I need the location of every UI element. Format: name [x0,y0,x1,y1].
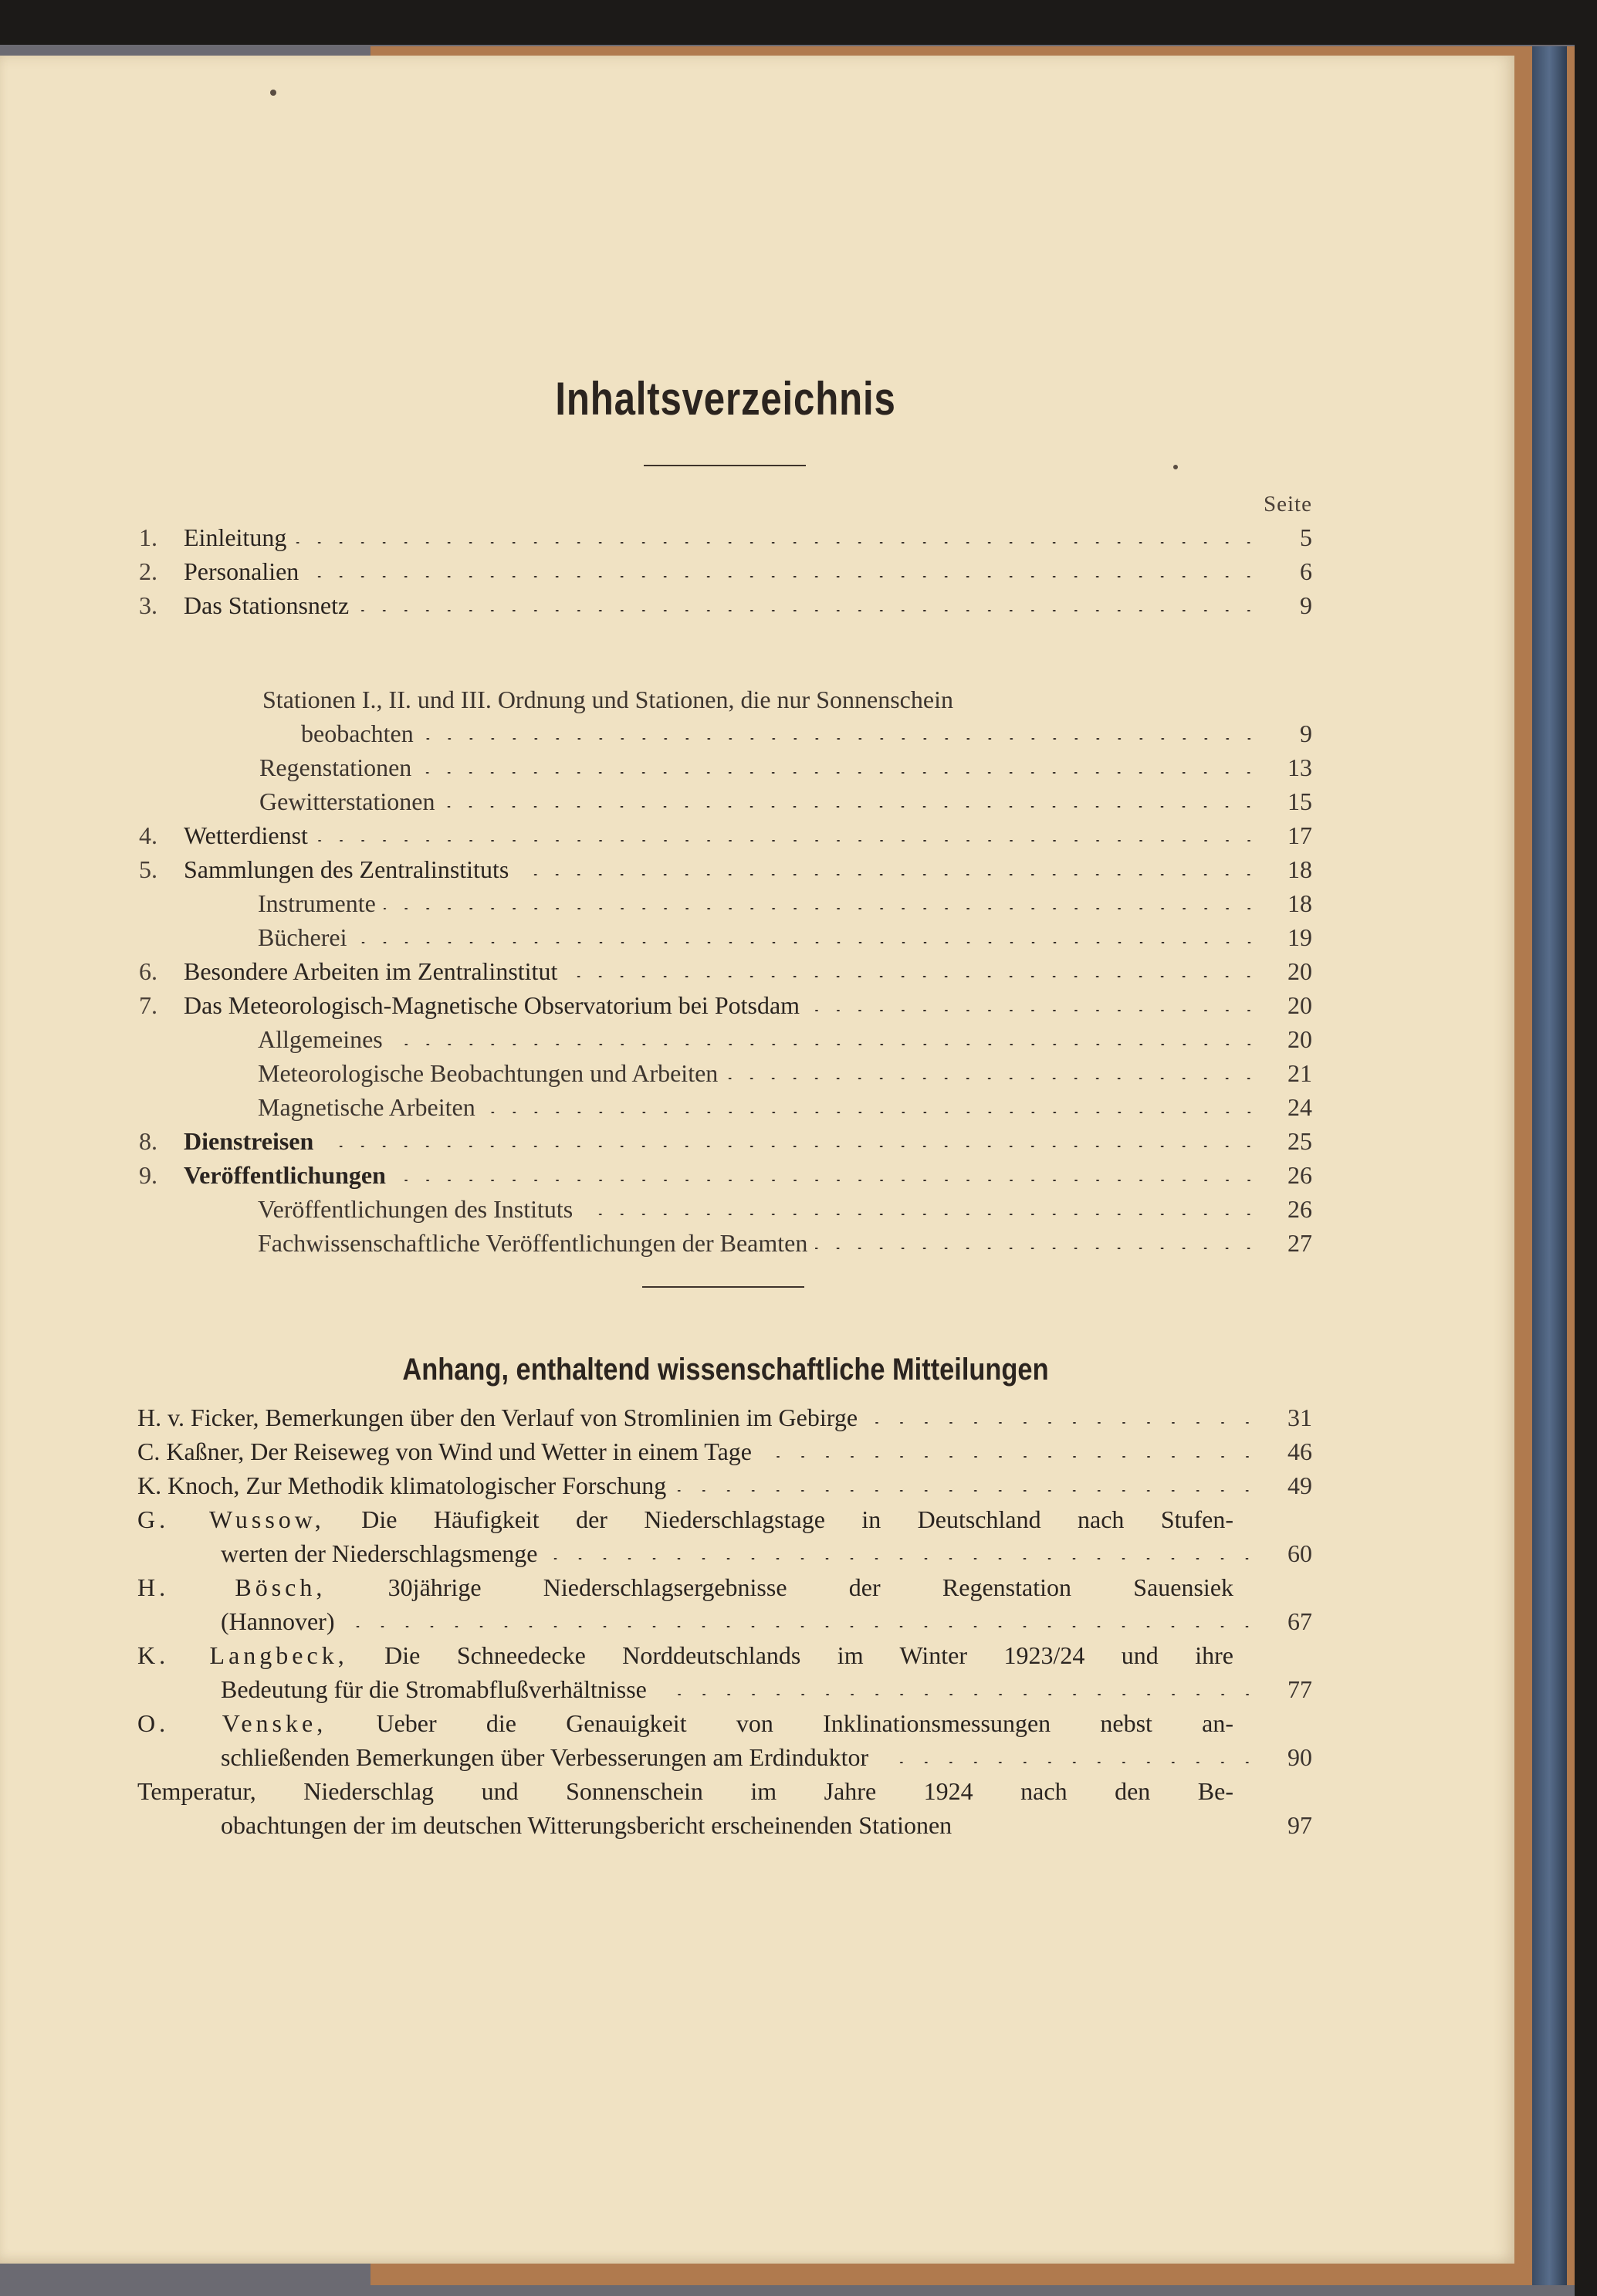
annex-title-text-line2: schließenden Bemerkungen über Verbesserungen am Erdinduktor [221,1743,869,1771]
toc-entry[interactable] [139,556,1312,587]
toc-entry-number: 1. [139,523,157,551]
toc-subentry[interactable] [258,1092,1312,1123]
toc-entry-number: 7. [139,991,157,1019]
leader-dots [548,1558,1260,1559]
toc-entry-page: 21 [1287,1059,1312,1087]
annex-entry-line1 [137,1706,1233,1740]
leader-dots [306,576,1260,577]
leader-dots [391,1044,1260,1045]
toc-subentry-title-line2: beobachten [301,720,414,747]
leader-dots [394,1180,1260,1181]
toc-entry[interactable] [139,990,1312,1021]
toc-entry-number: 4. [139,821,157,849]
annex-entry[interactable] [137,1468,1312,1502]
annex-entry-page: 97 [1287,1811,1312,1839]
toc-entry-page: 20 [1287,1025,1312,1053]
annex-author: C. Kaßner, [137,1438,245,1465]
paper-speck [1173,465,1178,469]
leader-dots [321,1146,1260,1147]
toc-entry-page: 9 [1300,720,1312,747]
toc-entry-title: Einleitung [184,523,287,551]
annex-title-text: 30jährige Niederschlagsergebnisse der Regenstation Sauensiek [387,1573,1234,1601]
leader-dots [677,1490,1260,1492]
annex-entry-page: 46 [1287,1438,1312,1465]
leader-dots [442,806,1260,808]
paper-speck [270,90,276,96]
toc-entry[interactable] [139,1126,1312,1156]
leader-dots [565,976,1260,977]
leader-dots [345,1626,1260,1627]
annex-entry[interactable] [137,1434,1312,1468]
toc-subentry[interactable] [301,718,1312,749]
toc-entry-page: 9 [1300,591,1312,619]
annex-author: K. Langbeck, [137,1641,348,1669]
annex-title-text-line2: obachtungen der im deutschen Witterungsbericht erscheinenden Stationen [221,1811,952,1839]
toc-subentry[interactable] [259,752,1312,783]
toc-entry-page: 18 [1287,855,1312,883]
toc-entry-title: Dienstreisen [184,1127,314,1155]
book-page [0,56,1514,2264]
annex-author: G. Wussow, [137,1505,325,1533]
leader-dots [355,942,1260,943]
annex-entry-page: 77 [1287,1675,1312,1703]
leader-dots [580,1214,1260,1215]
annex-title-text: Die Schneedecke Norddeutschlands im Winter 1923/24 und ihre [384,1641,1234,1669]
annex-author: H. Bösch, [137,1573,327,1601]
leader-dots [483,1112,1260,1113]
toc-entry-page: 24 [1287,1093,1312,1121]
toc-entry-page: 6 [1300,557,1312,585]
annex-entry[interactable] [221,1536,1312,1570]
toc-entry[interactable] [139,590,1312,621]
toc-entry-page: 26 [1287,1195,1312,1223]
annex-entry-page: 60 [1287,1539,1312,1567]
annex-title: Anhang, enthaltend wissenschaftliche Mitteilungen [402,1353,1049,1387]
toc-subentry[interactable] [258,1024,1312,1055]
toc-entry-title: Besondere Arbeiten im Zentralinstitut [184,957,558,985]
toc-entry-number: 6. [139,957,157,985]
annex-entry-line1 [137,1502,1233,1536]
toc-subentry-title: Meteorologische Beobachtungen und Arbeiten [258,1059,719,1087]
leader-dots [384,908,1260,909]
annex-author: H. v. Ficker, [137,1404,259,1431]
toc-entry[interactable] [139,956,1312,987]
annex-title-text: Zur Methodik klimatologischer Forschung [245,1471,667,1499]
toc-entry-page: 19 [1287,923,1312,951]
leader-dots [419,772,1260,774]
annex-entry[interactable] [221,1604,1312,1638]
toc-subentry[interactable] [258,1228,1312,1258]
page-content [0,56,1514,2264]
leader-dots [763,1456,1260,1458]
annex-title-text: Temperatur, Niederschlag und Sonnenschein im Jahre 1924 nach den Be- [137,1777,1233,1805]
toc-entry-page: 25 [1287,1127,1312,1155]
toc-subentry[interactable] [258,1194,1312,1224]
leader-dots [658,1694,1260,1695]
toc-entry-page: 20 [1287,957,1312,985]
toc-entry[interactable] [139,820,1312,851]
leader-dots [421,738,1260,740]
leader-dots [316,840,1260,842]
toc-entry-page: 5 [1300,523,1312,551]
annex-entry[interactable] [221,1672,1312,1706]
toc-subentry-title: Fachwissenschaftliche Veröffentlichungen der Beamten [258,1229,808,1257]
leader-dots [807,1010,1260,1011]
leader-dots [357,610,1260,611]
annex-author: O. Venske, [137,1709,327,1737]
toc-entry[interactable] [139,522,1312,553]
toc-subentry-title: Instrumente [258,889,376,917]
leader-dots [868,1422,1260,1424]
toc-subentry-title: Regenstationen [259,753,412,781]
title-rule [644,465,806,466]
toc-entry-title: Veröffentlichungen [184,1161,386,1189]
annex-entry-page: 67 [1287,1607,1312,1635]
toc-entry-title: Sammlungen des Zentralinstituts [184,855,509,883]
toc-subentry-title: Bücherei [258,923,347,951]
toc-entry-title: Personalien [184,557,299,585]
toc-entry-title: Das Stationsnetz [184,591,350,619]
leader-dots [294,542,1260,544]
toc-subentry [262,684,1312,715]
annex-entry-line1 [137,1570,1233,1604]
toc-entry-page: 17 [1287,821,1312,849]
toc-subentry-title: Allgemeines [258,1025,383,1053]
annex-title-text-line2: (Hannover) [221,1607,335,1635]
toc-entry-page: 13 [1287,753,1312,781]
leader-dots [516,874,1260,875]
annex-entry[interactable] [221,1740,1312,1774]
toc-entry-number: 8. [139,1127,157,1155]
toc-entry-page: 18 [1287,889,1312,917]
toc-subentry[interactable] [258,1058,1312,1089]
annex-entry[interactable] [221,1808,1312,1842]
toc-entry-page: 27 [1287,1229,1312,1257]
annex-title-text: Der Reiseweg von Wind und Wetter in einem Tage [250,1438,752,1465]
toc-entry-title: Das Meteorologisch-Magnetische Observatorium bei Potsdam [184,991,800,1019]
toc-entry-number: 5. [139,855,157,883]
toc-entry-page: 15 [1287,787,1312,815]
toc-entry[interactable] [139,854,1312,885]
toc-subentry[interactable] [259,786,1312,817]
toc-subentry-title: Veröffentlichungen des Instituts [258,1195,573,1223]
toc-subentry[interactable] [258,922,1312,953]
toc-subentry-title: Gewitterstationen [259,787,435,815]
page-title: Inhaltsverzeichnis [555,373,896,425]
annex-title-text: Bemerkungen über den Verlauf von Stromlinien im Gebirge [265,1404,858,1431]
annex-author: K. Knoch, [137,1471,240,1499]
toc-entry-number: 9. [139,1161,157,1189]
annex-entry-page: 31 [1287,1404,1312,1431]
toc-entry-title: Wetterdienst [184,821,308,849]
toc-entry-page: 20 [1287,991,1312,1019]
annex-entry-page: 90 [1287,1743,1312,1771]
toc-subentry[interactable] [258,888,1312,919]
page-column-header: Seite [1264,492,1312,516]
annex-entry-line1 [137,1638,1233,1672]
leader-dots [726,1078,1260,1079]
annex-entry-page: 49 [1287,1471,1312,1499]
annex-entry-line1 [137,1774,1233,1808]
leader-dots [879,1762,1260,1763]
annex-title-text: Die Häufigkeit der Niederschlagstage in Deutschland nach Stufen- [361,1505,1234,1533]
toc-entry-number: 3. [139,591,157,619]
annex-title-text: Ueber die Genauigkeit von Inklinationsmessungen nebst an- [376,1709,1234,1737]
toc-subentry-title: Magnetische Arbeiten [258,1093,475,1121]
annex-entry[interactable] [137,1400,1312,1434]
annex-title-text-line2: werten der Niederschlagsmenge [221,1539,538,1567]
section-rule [642,1286,804,1288]
toc-subentry-title-line1: Stationen I., II. und III. Ordnung und Stationen, die nur Sonnenschein [262,686,953,713]
leader-dots [815,1248,1260,1249]
toc-entry-number: 2. [139,557,157,585]
book-spine [1532,46,1567,2285]
toc-entry[interactable] [139,1160,1312,1190]
annex-title-text-line2: Bedeutung für die Stromabflußverhältnisse [221,1675,647,1703]
toc-entry-page: 26 [1287,1161,1312,1189]
